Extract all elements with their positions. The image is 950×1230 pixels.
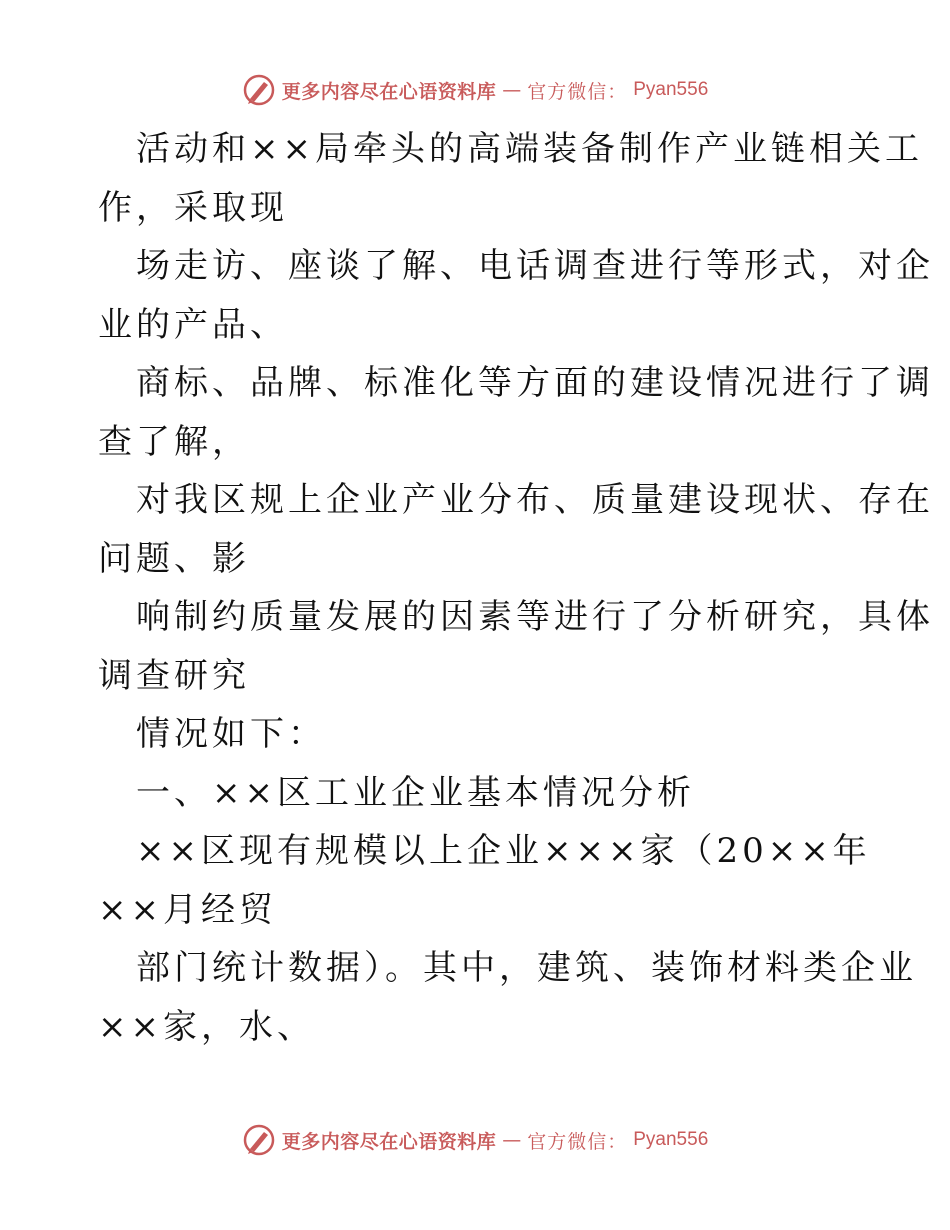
banner-wechat-label: 官方微信： [527,80,628,103]
body-line: 对我区规上企业产业分布、质量建设现状、存在 [136,480,934,520]
banner-wechat-id: Pyan556 [633,1129,709,1150]
body-line: 部门统计数据）。其中，建筑、装饰材料类企业 [136,948,917,988]
body-line: ××家，水、 [98,1006,315,1047]
banner-text: 更多内容尽在心语资料库 [281,1130,497,1153]
body-line: 响制约质量发展的因素等进行了分析研究，具体 [136,597,934,637]
section-heading: 一、××区工业企业基本情况分析 [136,772,695,813]
body-line: 场走访、座谈了解、电话调查进行等形式，对企 [136,246,934,286]
header-banner [0,70,950,110]
footer-banner [0,1120,950,1160]
pen-logo-icon [242,73,276,107]
body-line: 活动和××局牵头的高端装备制作产业链相关工 [136,129,923,169]
banner-text: 更多内容尽在心语资料库 [281,80,497,103]
document-body [98,120,934,1056]
body-line: 作，采取现 [98,187,288,228]
body-line: 商标、品牌、标准化等方面的建设情况进行了调 [136,363,934,403]
banner-separator: — [502,1129,522,1151]
body-line: 情况如下： [136,714,326,754]
body-line: 查了解， [98,421,250,462]
pen-logo-icon [242,1123,276,1157]
body-line: 调查研究 [98,655,250,696]
body-line: 业的产品、 [98,304,288,345]
body-line: ××区现有规模以上企业×××家（20××年 [136,831,871,871]
body-line: 问题、影 [98,538,250,579]
banner-separator: — [502,79,522,101]
banner-wechat-id: Pyan556 [633,79,709,100]
body-line: ××月经贸 [98,889,277,930]
banner-wechat-label: 官方微信： [527,1130,628,1153]
